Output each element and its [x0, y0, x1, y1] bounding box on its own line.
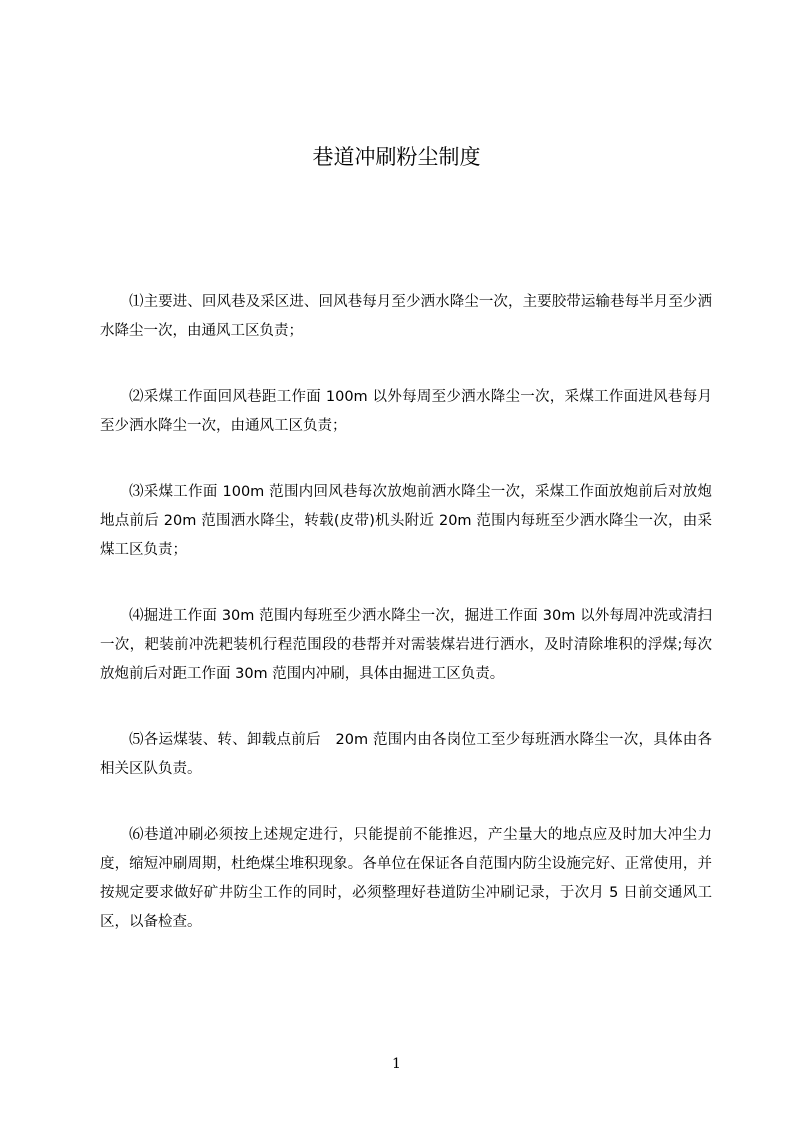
paragraph-2: ⑵采煤工作面回风巷距工作面 100m 以外每周至少洒水降尘一次，采煤工作面进风巷每月至少洒水降尘一次，由通风工区负责；: [100, 389, 712, 434]
paragraph-1: ⑴主要进、回风巷及采区进、回风巷每月至少洒水降尘一次，主要胶带运输巷每半月至少洒水降尘一次，由通风工区负责；: [100, 294, 712, 339]
paragraph-4: ⑷掘进工作面 30m 范围内每班至少洒水降尘一次，掘进工作面 30m 以外每周冲洗或清扫一次，耙装前冲洗耙装机行程范围段的巷帮并对需装煤岩进行洒水，及时清除堆积的浮煤;每次放炮前后对距工作面 30m 范围内冲刷，具体由掘进工区负责。: [100, 608, 712, 682]
page-number: 1: [392, 1056, 401, 1072]
paragraph-5: ⑸各运煤装、转、卸载点前后 20m 范围内由各岗位工至少每班洒水降尘一次，具体由各相关区队负责。: [100, 732, 712, 777]
document-body: [100, 288, 712, 974]
paragraph-6: ⑹巷道冲刷必须按上述规定进行，只能提前不能推迟，产尘量大的地点应及时加大冲尘力度，缩短冲刷周期，杜绝煤尘堆积现象。各单位在保证各自范围内防尘设施完好、正常使用，并按规定要求做好矿井防尘工作的同时，必须整理好巷道防尘冲刷记录，于次月 5 日前交通风工区，以备检查。: [100, 827, 712, 930]
page-title: 巷道冲刷粉尘制度: [312, 145, 481, 169]
paragraph-3: ⑶采煤工作面 100m 范围内回风巷每次放炮前洒水降尘一次，采煤工作面放炮前后对放炮地点前后 20m 范围洒水降尘，转载(皮带)机头附近 20m 范围内每班至少洒水降尘一次，由采煤工区负责；: [100, 484, 712, 558]
